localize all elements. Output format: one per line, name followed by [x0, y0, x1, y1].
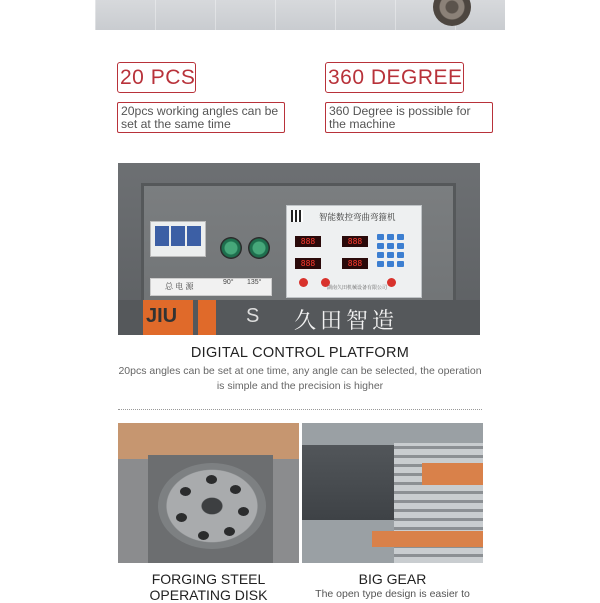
section-description: 20pcs angles can be set at one time, any angle can be selected, the operation is simple and the precision is higher	[118, 365, 482, 392]
qr-code-icon	[291, 210, 303, 222]
disk-hole	[180, 487, 191, 496]
red-button	[387, 278, 396, 287]
disk-hole	[224, 527, 235, 536]
angle-label-1: 90°	[223, 279, 234, 286]
display-1: 888	[295, 236, 321, 247]
keypad-key	[387, 243, 394, 249]
photo-caption-description: The open type design is easier to	[315, 588, 470, 600]
brand-chinese: 久田智造	[294, 308, 399, 333]
keypad-key	[387, 252, 394, 258]
disk-hole	[238, 507, 249, 516]
keypad-key	[397, 234, 404, 240]
operating-disk-photo	[118, 423, 299, 563]
keypad-key	[377, 261, 384, 267]
feature-title: 360 DEGREE	[328, 66, 463, 89]
photo-caption-title: BIG GEAR	[358, 571, 427, 587]
keypad-key	[397, 243, 404, 249]
feature-description: 20pcs working angles can be set at the same time	[121, 104, 279, 131]
disk-hole	[198, 531, 209, 540]
controller-footer: 湖南久田机械设备有限公司	[327, 285, 388, 291]
brand-partial: S	[246, 305, 260, 327]
display-4: 888	[342, 258, 368, 269]
disk-hole	[206, 475, 217, 484]
keypad-key	[387, 234, 394, 240]
product-photo-top	[95, 0, 505, 30]
wood-background	[118, 423, 299, 459]
photo-caption-title: FORGING STEEL OPERATING DISK	[149, 571, 268, 603]
green-button-right	[248, 237, 270, 259]
power-label-strip	[150, 278, 272, 296]
circuit-breaker	[150, 221, 206, 257]
feature-title: 20 PCS	[120, 66, 196, 89]
angle-label-2: 135°	[247, 279, 262, 286]
keypad-key	[397, 252, 404, 258]
section-title: DIGITAL CONTROL PLATFORM	[190, 345, 410, 361]
keypad-key	[377, 234, 384, 240]
brand-orange-stripe	[198, 300, 216, 335]
digital-controller	[286, 205, 422, 298]
green-button-left	[220, 237, 242, 259]
keypad-key	[397, 261, 404, 267]
keypad-key	[377, 243, 384, 249]
brand-letters: JIU	[146, 305, 178, 327]
feature-description: 360 Degree is possible for the machine	[329, 104, 471, 131]
display-3: 888	[295, 258, 321, 269]
motor	[302, 445, 397, 520]
orange-guard	[422, 463, 483, 485]
red-button	[299, 278, 308, 287]
keypad-key	[387, 261, 394, 267]
display-2: 888	[342, 236, 368, 247]
orange-guard-lower	[372, 531, 483, 547]
disk-hole	[176, 513, 187, 522]
controller-title: 智能数控弯曲弯箍机	[319, 212, 396, 222]
brand-bar	[118, 300, 480, 335]
keypad-key	[377, 252, 384, 258]
big-gear-photo	[302, 423, 483, 563]
power-label: 总 电 源	[165, 282, 194, 291]
disk-hole	[230, 485, 241, 494]
divider	[118, 409, 482, 410]
